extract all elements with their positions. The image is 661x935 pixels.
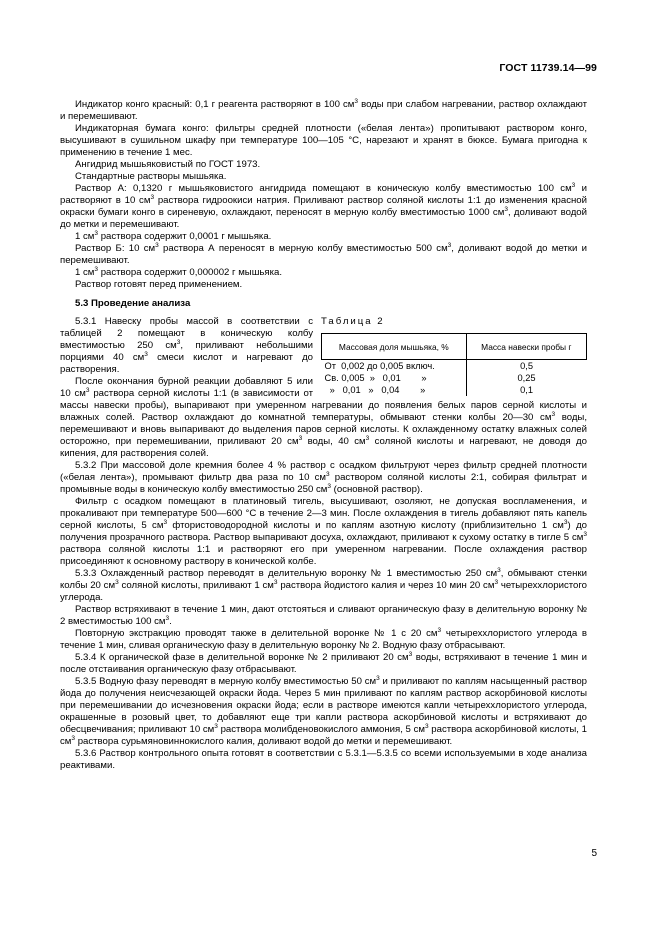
document-id-header: ГОСТ 11739.14—99 [499, 62, 597, 74]
table-cell-range: Св. 0,005 » 0,01 » [322, 372, 467, 384]
paragraph: 1 $см^3$ раствора содержит 0,000002 г мышьяка. [75, 266, 282, 278]
body-text [60, 97, 587, 772]
table-row [322, 384, 587, 396]
table-cell-mass: 0,5 [520, 361, 534, 371]
paragraph: Ангидрид мышьяковистый по ГОСТ 1973. [75, 159, 261, 170]
paragraph: Фильтр с осадком помещают в платиновый тигель, высушивают, озоляют, не допуская воспламенения, и прокаливают при температуре 500—600 °С в течение 2—3 мин. После охлаждения в тигель добавляют пять капель серной кислоты, 5 $см^3$ фтористоводородной кислоты и по каплям азотную кислоту (приблизительно 1 $см^3$) до получения прозрачного раствора. Раствор выпаривают досуха, охлаждают, приливают к сухому остатку в тигле 5 $см^3$ раствора соляной кислоты 1:1 и растворяют его при умеренном нагревании. После охлаждения раствор присоединяют к основному раствору в конической колбе. [60, 496, 588, 567]
table-cell-mass: 0,25 [517, 373, 536, 383]
paragraph: Раствор готовят перед применением. [75, 279, 243, 290]
table-2 [321, 316, 587, 396]
paragraph: Раствор Б: 10 $см^3$ раствора А переносят в мерную колбу вместимостью 500 $см^3$, доливают водой до метки и перемешивают. [60, 242, 587, 266]
mass-table [321, 333, 587, 396]
table-caption: Таблица 2 [321, 316, 385, 327]
column-header-arsenic-fraction: Массовая доля мышьяка, % [322, 334, 467, 360]
table-row [322, 372, 587, 384]
section-heading: 5.3 Проведение анализа [75, 298, 191, 309]
paragraph: 5.3.2 При массовой доле кремния более 4 % раствор с осадком фильтруют через фильтр средней плотности («белая лента»), промывают фильтр два раза по 10 $см^3$ раствором соляной кислоты 2:1, собирая фильтрат и промывные воды в коническую колбу вместимостью 250 $см^3$ (основной раствор). [60, 460, 588, 495]
table-row [322, 360, 587, 373]
table-cell-mass: 0,1 [520, 385, 534, 395]
column-header-sample-mass: Масса навески пробы г [466, 334, 586, 360]
paragraph: 5.3.5 Водную фазу переводят в мерную колбу вместимостью 50 $см^3$ и приливают по каплям насыщенный раствор йода до получения неисчезающей окраски йода. Через 5 мин приливают по каплям раствор аскорбиновой кислоты при перемешивании до исчезновения окраски йода; если в растворе имеются капли четыреххлористого углерода, окрашенные в розовый цвет, то добавляют еще три капли раствора аскорбиновой кислоты и встряхивают до обесцвечивания; приливают 10 $см^3$ раствора молибденовокислого аммония, 5 $см^3$ раствора аскорбиновой кислоты, 1 $см^3$ раствора сурьмяновиннокислого калия, доливают водой до метки и перемешивают. [60, 675, 587, 747]
paragraph: 5.3.6 Раствор контрольного опыта готовят в соответствии с 5.3.1—5.3.5 со всеми используемыми в ходе анализа реактивами. [60, 748, 587, 771]
table-cell-range: От 0,002 до 0,005 включ. [322, 360, 467, 373]
page-number: 5 [591, 848, 597, 859]
paragraph: Индикаторная бумага конго: фильтры средней плотности («белая лента») пропитывают раствором конго, высушивают в сушильном шкафу при температуре 100—105 °С, нарезают и хранят в бюксе. Бумага пригодна к применению в течение 1 мес. [60, 123, 587, 158]
paragraph: Индикатор конго красный: 0,1 г реагента растворяют в 100 $см^3$ воды при слабом нагревании, раствор охлаждают и перемешивают. [60, 98, 587, 122]
paragraph: 5.3.1 Навеску пробы массой в соответствии с таблицей 2 помещают в коническую колбу вместимостью 250 $см^3$, приливают небольшими порциями 40 $см^3$ смеси кислот и нагревают до растворения. [60, 316, 314, 375]
paragraph: Повторную экстракцию проводят также в делительной воронке № 1 с 20 $см^3$ четыреххлористого углерода в течение 1 мин, сливая органическую фазу в делительную воронку № 2. Водную фазу отбрасывают. [60, 627, 587, 651]
paragraph: 5.3.4 К органической фазе в делительной воронке № 2 приливают 20 $см^3$ воды, встряхивают в течение 1 мин и после отстаивания органическую фазу отбрасывают. [60, 651, 587, 675]
table-cell-range: » 0,01 » 0,04 » [322, 384, 467, 396]
paragraph: Стандартные растворы мышьяка. [75, 171, 227, 182]
paragraph: 1 $см^3$ раствора содержит 0,0001 г мышьяка. [75, 230, 272, 242]
paragraph: Раствор А: 0,1320 г мышьяковистого ангидрида помещают в коническую колбу вместимостью 100 $см^3$ и растворяют в 10 $см^3$ раствора гидроокиси натрия. Приливают раствор соляной кислоты 1:1 до изменения красной окраски бумаги конго в сиреневую, охлаждают, переносят в мерную колбу вместимостью 1000 $см^3$, доливают водой до метки и перемешивают. [60, 182, 587, 230]
paragraph: После окончания бурной реакции добавляют 5 или 10 $см^3$ раствора серной кислоты 1:1 (в зависимости от массы навески пробы), выпаривают при умеренном нагревании до появления белых паров серной кислоты и влажных солей. Раствор охлаждают до комнатной температуры, обмывают стенки колбы 20—30 $см^3$ воды, перемешивают и вновь выпаривают до выделения паров серной кислоты. К охлажденному остатку влажных солей осторожно, при перемешивании, приливают 20 $см^3$ воды, 40 $см^3$ соляной кислоты и нагревают, не доводя до кипения, для растворения солей. [60, 376, 587, 459]
paragraph: Раствор встряхивают в течение 1 мин, дают отстояться и сливают органическую фазу в делительную воронку № 2 вместимостью 100 $см^3$. [60, 604, 587, 627]
paragraph: 5.3.3 Охлажденный раствор переводят в делительную воронку № 1 вместимостью 250 $см^3$, обмывают стенки колбы 20 $см^3$ соляной кислоты, приливают 1 $см^3$ раствора йодистого калия и через 10 мин 20 $см^3$ четыреххлористого углерода. [60, 567, 588, 603]
